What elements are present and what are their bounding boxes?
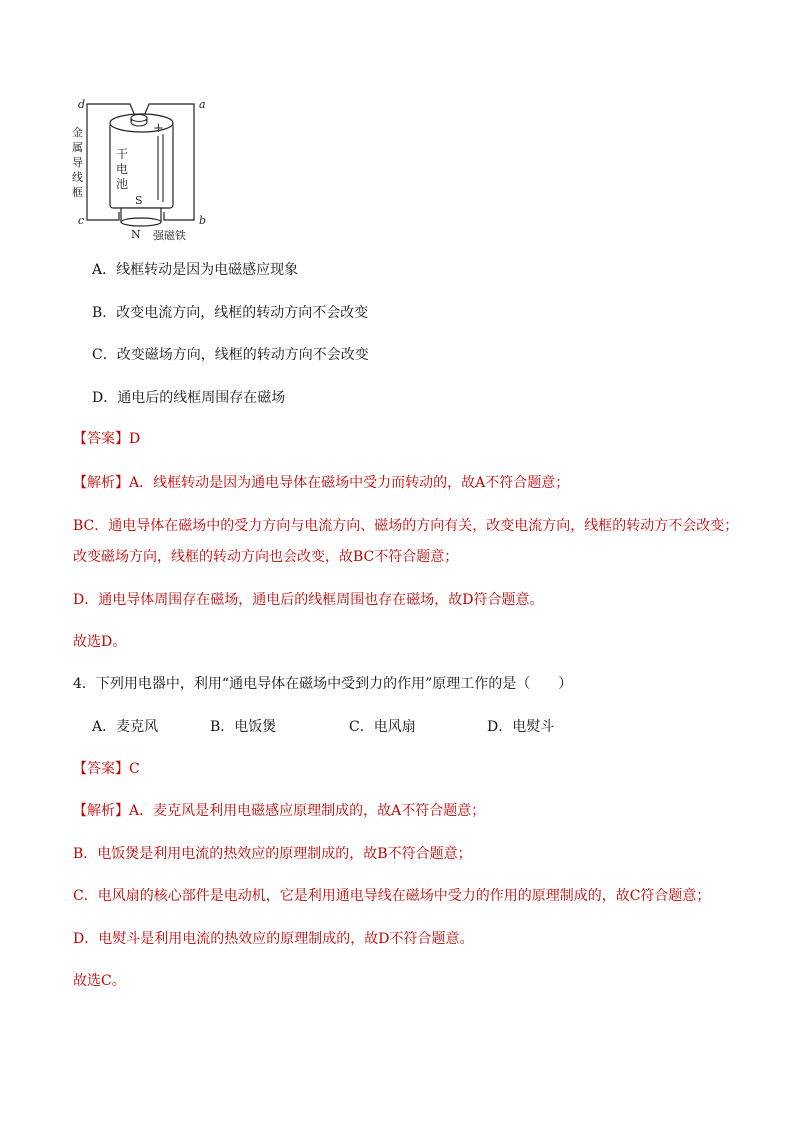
frame-label-char: 金	[72, 126, 83, 139]
option-text: 通电后的线框周围存在磁场	[117, 390, 286, 406]
analysis-text: A．线框转动是因为通电导体在磁场中受力而转动的，故A不符合题意；	[129, 475, 570, 491]
option-a	[92, 717, 158, 737]
option-text: 改变电流方向，线框的转动方向不会改变	[116, 305, 369, 321]
option-letter: C．	[349, 719, 374, 735]
option-c	[349, 717, 416, 737]
option-text: 改变磁场方向，线框的转动方向不会改变	[116, 347, 369, 363]
analysis-line	[73, 473, 569, 493]
option-text: 线框转动是因为电磁感应现象	[116, 262, 299, 278]
option-letter: C．	[92, 347, 117, 363]
option-text: 电风扇	[373, 719, 416, 735]
analysis-line: 故选D。	[73, 634, 127, 650]
magnet-label: 强磁铁	[153, 229, 186, 242]
option-d	[487, 717, 554, 737]
pole-n-label: N	[131, 228, 141, 241]
analysis-text: A．麦克风是利用电磁感应原理制成的，故A不符合题意；	[129, 803, 486, 819]
option-b	[210, 717, 276, 737]
frame-label-char: 框	[72, 186, 83, 199]
option-letter: D．	[92, 390, 118, 406]
answer-value: D	[129, 431, 141, 447]
battery-label-char: 池	[116, 177, 129, 191]
option-text: 电饭煲	[234, 719, 277, 735]
corner-label-b: b	[199, 214, 207, 227]
motor-diagram	[70, 96, 220, 242]
option-letter: A．	[92, 719, 117, 735]
option-letter: D．	[487, 719, 513, 735]
analysis-line: 故选C。	[73, 973, 126, 989]
corner-label-d: d	[78, 98, 86, 111]
analysis-line: 改变磁场方向，线框的转动方向也会改变，故BC不符合题意；	[73, 549, 459, 565]
question-stem: 4．下列用电器中，利用“通电导体在磁场中受到力的作用”原理工作的是（ ）	[73, 676, 573, 692]
answer-line	[73, 759, 140, 779]
analysis-line: D．通电导体周围存在磁场，通电后的线框周围也存在磁场，故D符合题意。	[73, 592, 544, 608]
frame-label-char: 属	[72, 141, 83, 154]
answer-value: C	[129, 761, 140, 777]
option-b	[92, 303, 368, 323]
option-text: 麦克风	[116, 719, 159, 735]
answer-tag: 【答案】	[73, 761, 129, 777]
analysis-line: D．电熨斗是利用电流的热效应的原理制成的，故D不符合题意。	[73, 931, 474, 947]
corner-label-a: a	[199, 98, 206, 111]
analysis-line: C．电风扇的核心部件是电动机，它是利用通电导线在磁场中受力的作用的原理制成的，故C符合题意；	[73, 888, 711, 904]
battery-label-char: 电	[116, 162, 129, 176]
analysis-line: BC．通电导体在磁场中的受力方向与电流方向、磁场的方向有关，改变电流方向，线框的转动方不会改变；	[73, 518, 739, 534]
answer-line	[73, 429, 140, 449]
frame-label-char: 线	[72, 171, 83, 184]
plus-sign: +	[153, 121, 164, 136]
option-letter: A．	[92, 262, 117, 278]
option-letter: B．	[210, 719, 235, 735]
pole-s-label: S	[135, 194, 143, 207]
option-text: 电熨斗	[512, 719, 555, 735]
option-c	[92, 345, 369, 365]
analysis-tag: 【解析】	[73, 803, 129, 819]
battery-label-char: 干	[116, 147, 129, 161]
analysis-line	[73, 801, 485, 821]
answer-tag: 【答案】	[73, 431, 129, 447]
option-a	[92, 260, 298, 280]
corner-label-c: c	[78, 214, 85, 227]
option-letter: B．	[92, 305, 117, 321]
option-d	[92, 388, 285, 408]
analysis-tag: 【解析】	[73, 475, 129, 491]
analysis-line: B．电饭煲是利用电流的热效应的原理制成的，故B不符合题意；	[73, 846, 472, 862]
frame-label-char: 导	[72, 156, 83, 169]
